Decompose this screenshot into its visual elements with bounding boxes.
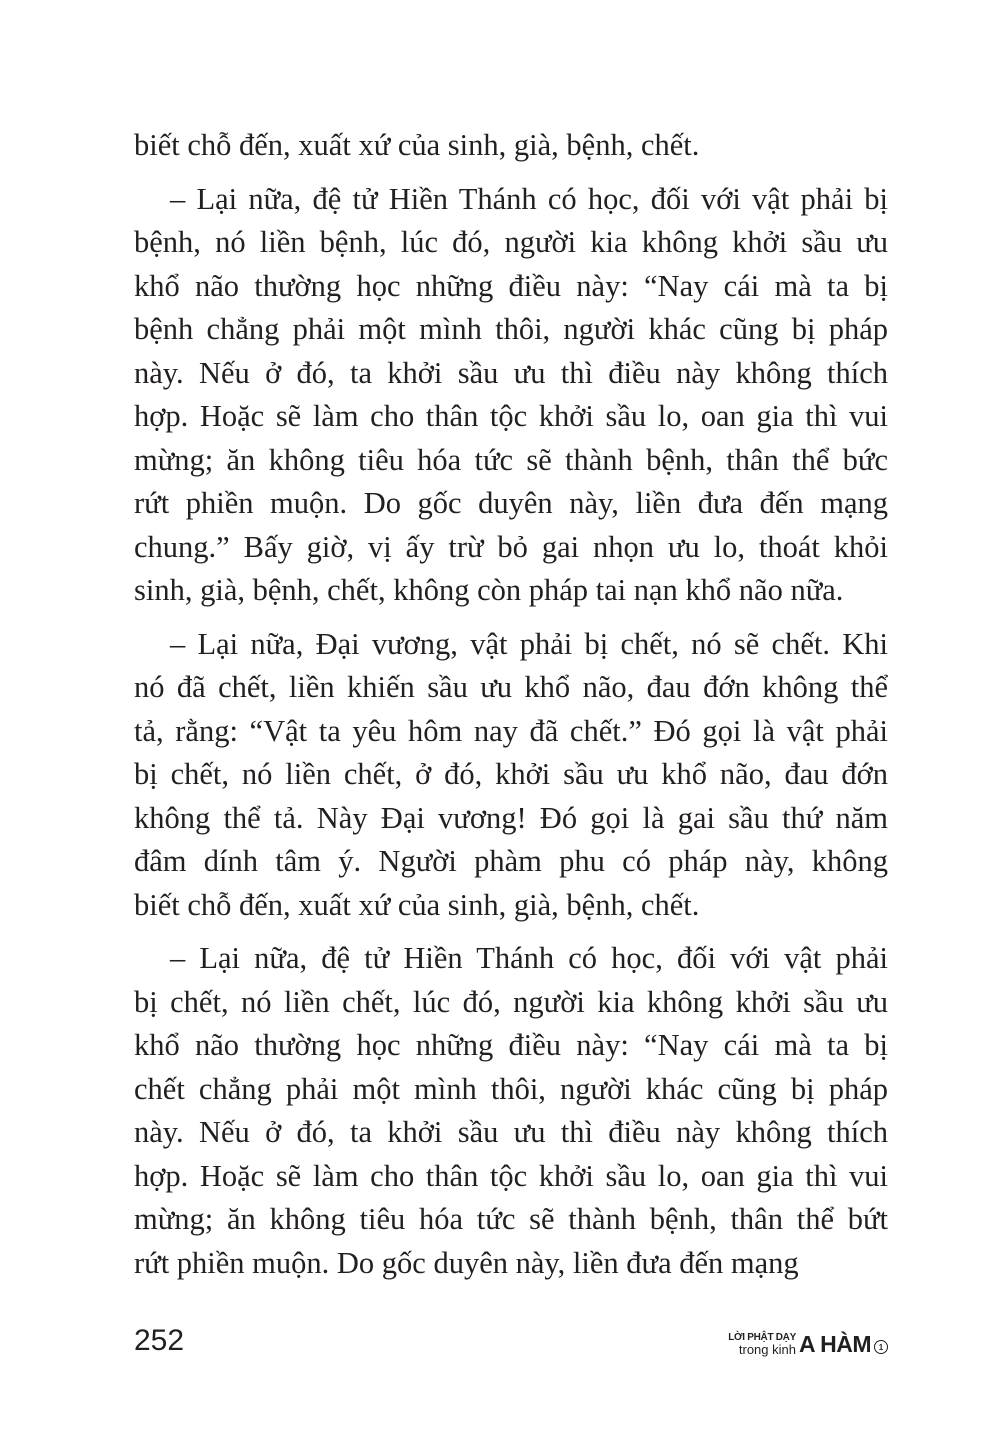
book-volume-badge: 1	[874, 1340, 888, 1354]
page-number: 252	[134, 1324, 185, 1357]
text-line: không thể tả. Này Đại vương! Đó gọi là gai sầu thứ năm	[134, 800, 888, 835]
text-line: rứt phiền muộn. Do gốc duyên này, liền đưa đến mạng	[134, 1245, 799, 1280]
text-line: hợp. Hoặc sẽ làm cho thân tộc khởi sầu lo, oan gia thì vui	[134, 1158, 888, 1193]
page-body	[134, 124, 888, 1295]
text-line: bệnh chẳng phải một mình thôi, người khác cũng bị pháp	[134, 312, 888, 346]
paragraph	[134, 178, 888, 613]
text-line: chung.” Bấy giờ, vị ấy trừ bỏ gai nhọn ưu lo, thoát khỏi	[134, 529, 888, 564]
text-line: tả, rằng: “Vật ta yêu hôm nay đã chết.” Đó gọi là vật phải	[134, 713, 888, 748]
page-footer	[134, 1320, 888, 1370]
text-line: rứt phiền muộn. Do gốc duyên này, liền đưa đến mạng	[134, 486, 888, 520]
text-line: khổ não thường học những điều này: “Nay cái mà ta bị	[134, 1028, 888, 1062]
text-line: mừng; ăn không tiêu hóa tức sẽ thành bệnh, thân thể bức	[134, 442, 888, 477]
text-line: đâm dính tâm ý. Người phàm phu có pháp này, không	[134, 844, 888, 878]
text-line: bệnh, nó liền bệnh, lúc đó, người kia không khởi sầu ưu	[134, 225, 888, 259]
book-logo-left	[728, 1333, 796, 1356]
text-line: này. Nếu ở đó, ta khởi sầu ưu thì điều này không thích	[134, 355, 888, 390]
paragraph	[134, 937, 888, 1285]
text-line: mừng; ăn không tiêu hóa tức sẽ thành bệnh, thân thể bứt	[134, 1202, 888, 1236]
text-line: sinh, già, bệnh, chết, không còn pháp tai nạn khổ não nữa.	[134, 573, 844, 607]
text-line: khổ não thường học những điều này: “Nay cái mà ta bị	[134, 268, 888, 303]
text-line: – Lại nữa, Đại vương, vật phải bị chết, nó sẽ chết. Khi	[170, 626, 888, 661]
text-line: biết chỗ đến, xuất xứ của sinh, già, bệnh, chết.	[134, 128, 700, 162]
text-line: biết chỗ đến, xuất xứ của sinh, già, bệnh, chết.	[134, 887, 700, 922]
text-line: nó đã chết, liền khiến sầu ưu khổ não, đau đớn không thể	[134, 670, 888, 704]
book-logo	[728, 1322, 888, 1366]
text-line: hợp. Hoặc sẽ làm cho thân tộc khởi sầu lo, oan gia thì vui	[134, 399, 888, 433]
text-line: này. Nếu ở đó, ta khởi sầu ưu thì điều này không thích	[134, 1115, 888, 1149]
text-line: chết chẳng phải một mình thôi, người khác cũng bị pháp	[134, 1071, 888, 1106]
paragraph	[134, 623, 888, 928]
book-logo-main-text: A HÀM	[798, 1330, 871, 1357]
text-line: – Lại nữa, đệ tử Hiền Thánh có học, đối với vật phải bị	[170, 181, 888, 216]
text-line: bị chết, nó liền chết, lúc đó, người kia không khởi sầu ưu	[134, 984, 888, 1019]
text-line: bị chết, nó liền chết, ở đó, khởi sầu ưu khổ não, đau đớn	[134, 757, 888, 791]
book-logo-bottom-text: trong kinh	[738, 1341, 796, 1357]
paragraph	[134, 124, 888, 168]
book-logo-top-text: LỜI PHẬT DẠY	[728, 1331, 796, 1343]
text-line: – Lại nữa, đệ tử Hiền Thánh có học, đối với vật phải	[170, 941, 888, 975]
